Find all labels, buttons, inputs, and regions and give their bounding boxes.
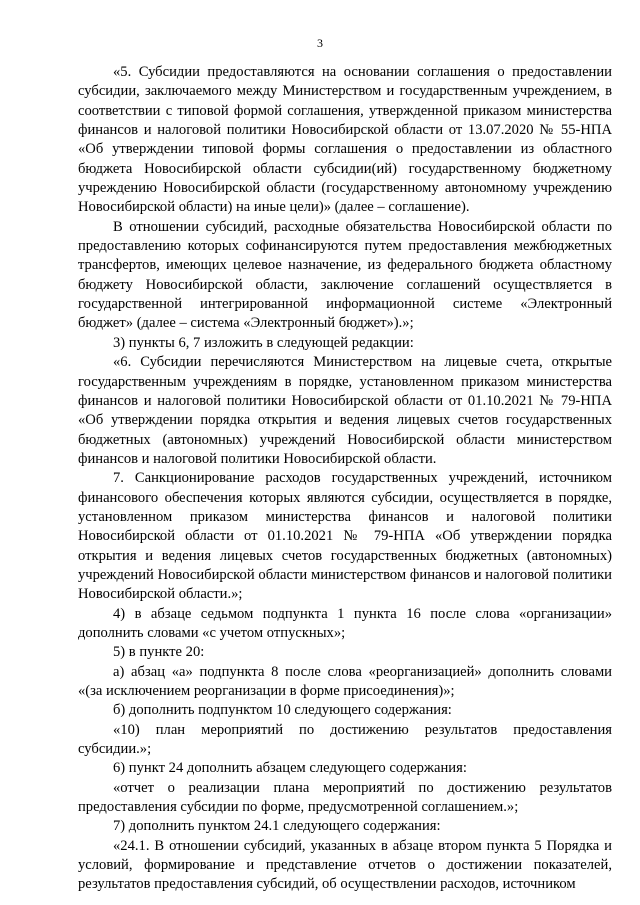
paragraph: «24.1. В отношении субсидий, указанных в абзаце втором пункта 5 Порядка и условий, формирование и представление отчетов о достижении показателей, результатов предоставления субсидий, об осуществлении расходов, источником [78, 837, 612, 893]
page-number: 3 [317, 36, 323, 50]
paragraph: 7. Санкционирование расходов государственных учреждений, источником финансового обеспечения которых являются субсидии, осуществляется в порядке, установленном приказом министерства финансов и налоговой политики Новосибирской области от 01.10.2021 № 79-НПА «Об утверждении порядка открытия и ведения лицевых счетов государственных бюджетных (автономных) учреждений Новосибирской области министерством финансов и налоговой политики Новосибирской области.»; [78, 470, 612, 603]
paragraph: В отношении субсидий, расходные обязательства Новосибирской области по предоставлению которых софинансируются путем предоставления межбюджетных трансфертов, имеющих целевое назначение, из федерального бюджета областному бюджету Новосибирской области, заключение соглашений осуществляется в государственной интегрированной информационной системе «Электронный бюджет» (далее – система «Электронный бюджет»).»; [78, 218, 612, 332]
paragraph: а) абзац «а» подпункта 8 после слова «реорганизацией» дополнить словами «(за исключением реорганизации в форме присоединения)»; [78, 663, 612, 699]
paragraph: 4) в абзаце седьмом подпункта 1 пункта 16 после слова «организации» дополнить словами «с учетом отпускных»; [78, 605, 612, 641]
paragraph: б) дополнить подпунктом 10 следующего содержания: [113, 702, 452, 719]
paragraph: «отчет о реализации плана мероприятий по достижению результатов предоставления субсидии по форме, предусмотренной соглашением.»; [78, 779, 612, 816]
paragraph: «10) план мероприятий по достижению результатов предоставления субсидии.»; [78, 721, 612, 758]
paragraph: «5. Субсидии предоставляются на основании соглашения о предоставлении субсидии, заключаемого между Министерством и государственным учреждением, в соответствии с типовой формой соглашения, утвержденной приказом министерства финансов и налоговой политики Новосибирской области от 13.07.2020 № 55-НПА «Об утверждении типовой формы соглашения о предоставлении из областного бюджета Новосибирской области субсидии(ий) государственному бюджетному учреждению Новосибирской области (государственному автономному учреждению Новосибирской области) на иные цели)» (далее – соглашение). [78, 64, 612, 216]
paragraph: «6. Субсидии перечисляются Министерством на лицевые счета, открытые государственным учреждениям в порядке, установленном приказом министерства финансов и налоговой политики Новосибирской области от 01.10.2021 № 79-НПА «Об утверждении порядка открытия и ведения лицевых счетов государственных бюджетных (автономных) учреждений Новосибирской области министерством финансов и налоговой политики Новосибирской области. [78, 354, 612, 467]
paragraph: 6) пункт 24 дополнить абзацем следующего содержания: [113, 760, 467, 777]
paragraph: 3) пункты 6, 7 изложить в следующей редакции: [113, 334, 414, 351]
document-body [78, 63, 612, 895]
paragraph: 7) дополнить пунктом 24.1 следующего содержания: [113, 818, 441, 835]
paragraph: 5) в пункте 20: [113, 644, 205, 661]
